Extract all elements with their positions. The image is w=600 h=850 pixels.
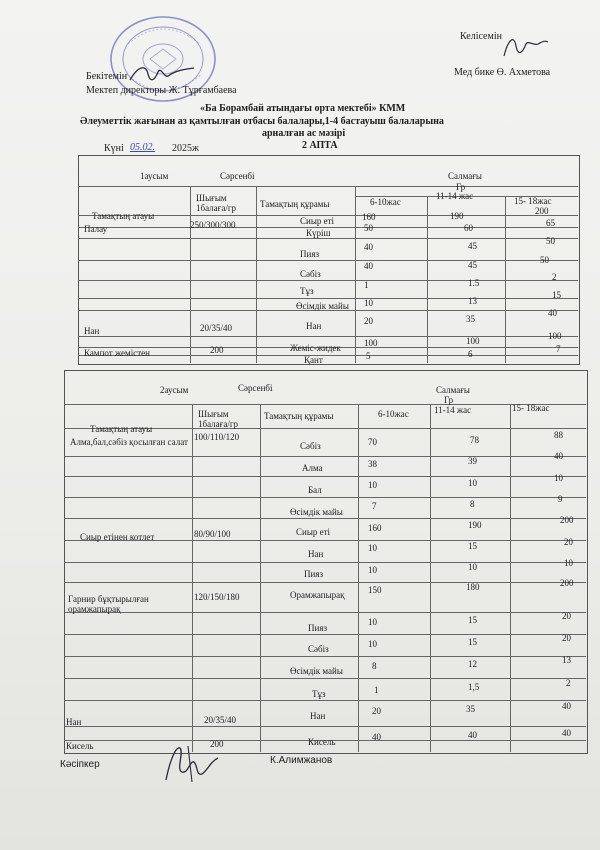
shift-label: 1аусым <box>140 171 169 181</box>
menu-title-line1: Әлеуметтік жағынан аз қамтылған отбасы балалары,1-4 бастауыш балаларына <box>80 116 444 127</box>
approved-label: Бекітемін <box>86 71 128 82</box>
dish-yield: 120/150/180 <box>194 592 240 602</box>
age-6-10-header: 6-10жас <box>378 409 409 419</box>
weight-header: Салмағы <box>448 171 482 181</box>
dish-name: Нан <box>66 717 82 727</box>
gram-header: Гр <box>456 182 466 192</box>
age-11-14-header: 11-14 жас <box>434 405 472 415</box>
weekday-label: Сәрсенбі <box>238 383 273 393</box>
age-11-14-header: 11-14 жас <box>436 191 474 201</box>
dish-yield: 100/110/120 <box>194 432 240 442</box>
dish-name: Алма,бал,сәбіз қосылған салат <box>70 437 188 447</box>
dish-name-header: Тамақтың атауы <box>92 211 155 221</box>
age-15-18-header: 15- 18жас <box>512 403 550 413</box>
shift-label: 2аусым <box>160 385 189 395</box>
gram-header: Гр <box>444 395 454 405</box>
age-15-18-header: 15- 18жас <box>514 196 552 206</box>
dish-name-header: Тамақтың атауы <box>90 424 153 434</box>
age-6-10-header: 6-10жас <box>370 197 401 207</box>
entrepreneur-label: Кәсіпкер <box>60 759 100 770</box>
dish-yield: 20/35/40 <box>204 715 237 725</box>
dish-name: Палау <box>84 224 108 234</box>
dish-yield: 20/35/40 <box>200 323 233 333</box>
yield-header: Шығым 1балаға/гр <box>196 193 237 213</box>
dish-yield: 200 <box>210 739 224 749</box>
entrepreneur-name: К.Алимжанов <box>270 755 333 766</box>
dish-yield: 250/300/300 <box>190 220 236 230</box>
school-name: «Ба Борамбай атындағы орта мектебі» КММ <box>200 103 406 114</box>
date-suffix: 2025ж <box>172 143 199 154</box>
dish-name: Нан <box>84 326 100 336</box>
dish-name: Кампот жемістен <box>84 348 150 358</box>
weekday-label: Сәрсенбі <box>220 171 255 181</box>
approval-label: Келісемін <box>460 31 502 42</box>
dish-name: Кисель <box>66 741 94 751</box>
dish-name: Сиыр етінен котлет <box>80 532 155 542</box>
menu-title-line2: арналған ас мәзірі <box>262 128 346 139</box>
nurse-name: Мед бике Ө. Ахметова <box>454 67 551 78</box>
dish-name: Гарнир бұқтырылған орамжапырақ <box>68 594 149 614</box>
entrepreneur-signature <box>158 740 228 785</box>
week-label: 2 АПТА <box>302 140 338 151</box>
weight-header: Салмағы <box>436 385 470 395</box>
date-prefix: Күні <box>104 143 124 154</box>
director-name: Мектеп директоры Ж. Тұрғамбаева <box>86 85 237 96</box>
date-value: 05.02. <box>130 142 155 153</box>
nurse-signature <box>500 32 550 62</box>
composition-header: Тамақтың құрамы <box>260 199 330 209</box>
dish-yield: 80/90/100 <box>194 529 231 539</box>
dish-yield: 200 <box>210 345 224 355</box>
director-signature <box>128 60 198 88</box>
document-page: Келісемін Бекітемін Мед бике Ө. Ахметова Мектеп директоры Ж. Тұрғамбаева «Ба Борамбай атындағы орта мектебі» КММ Әлеуметтік жағынан аз қамтылған отбасы балалары,1-4 бастауыш балаларына арналған ас мәзірі 2 АПТА Күні 05.02. 2025ж 1аусым Сәрсенбі Салмағы Гр Тамақтың атауы Шығым 1балаға/гр Тамақтың құрамы 6-10жас 11-14 жас 15- 18жас Палау 250/300/300 Нан 20/35/40 Кампот жемістен 200 Сиыр еті 160 190 200 Күріш 50 60 65 Пияз 40 45 50 Сәбіз 40 45 50 Тұз 1 1.5 2 Өсімдік майы 10 13 15 Нан 20 35 40 Жеміс-жидек 100 100 100 Қант 5 6 7 2аусым Сәрсенбі Салмағы Гр Тамақтың атауы Шығым 1балаға/гр Тамақтың құрамы 6-10жас 11-14 жас 15- 18жас Алма,бал,сәбіз қосылған салат 100/110/120 Сиыр етінен котлет 80/90/100 Гарнир бұқтырылған орамжапырақ 120/150/180 Нан 20/35/40 Кисель 200 Сәбіз 70 78 88 Алма 38 39 40 Бал 10 10 10 Өсімдік майы 7 8 9 Сиыр еті 160 190 200 Нан 10 15 20 Пияз 10 10 10 Орамжапырақ 150 180 200 Пияз 10 15 20 Сәбіз 10 15 20 Өсімдік майы 8 12 13 Тұз 1 1,5 2 Нан 20 35 40 Кисель 40 40 40 Кәсіпкер К.Алимжанов <box>0 0 600 850</box>
yield-header: Шығым 1балаға/гр <box>198 409 239 429</box>
composition-header: Тамақтың құрамы <box>264 411 334 421</box>
